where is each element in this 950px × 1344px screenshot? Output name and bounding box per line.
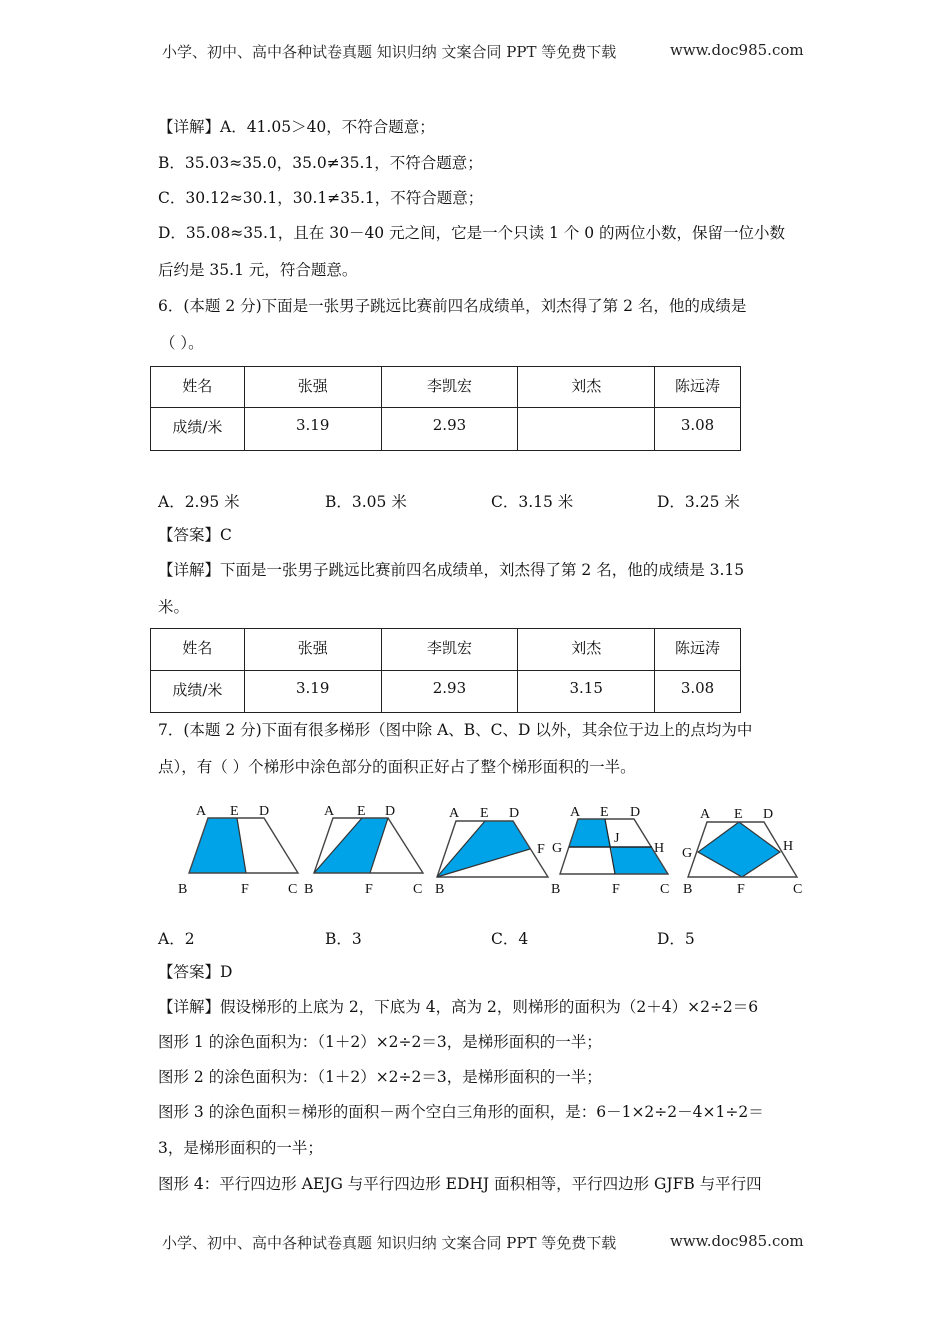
q6-stem: 6．(本题 2 分)下面是一张男子跳远比赛前四名成绩单，刘杰得了第 2 名，他的成绩是	[158, 297, 747, 315]
svg-text:A: A	[449, 806, 460, 821]
q7-option-b: B．3	[325, 930, 362, 948]
q6-option-b: B．3.05 米	[325, 493, 407, 511]
svg-text:F: F	[612, 882, 620, 897]
svg-text:G: G	[552, 841, 563, 856]
q7-explanation-fig3-cont: 3，是梯形面积的一半；	[158, 1139, 323, 1157]
svg-text:E: E	[357, 804, 366, 819]
q6-stem-blank: （ ）。	[160, 334, 204, 352]
trapezoid-figure-5	[682, 807, 802, 897]
page-header-url: www.doc985.com	[670, 41, 804, 59]
svg-text:B: B	[435, 882, 445, 897]
svg-text:D: D	[385, 804, 396, 819]
svg-text:A: A	[324, 804, 335, 819]
svg-text:F: F	[537, 842, 545, 857]
q7-stem-cont: 点），有（ ）个梯形中涂色部分的面积正好占了整个梯形面积的一半。	[158, 758, 636, 776]
table-cell: 陈远涛	[655, 367, 741, 408]
trapezoid-figure-1	[178, 804, 298, 897]
svg-text:G: G	[682, 846, 693, 861]
q6-option-d: D．3.25 米	[657, 493, 740, 511]
table-cell: 成绩/米	[151, 671, 245, 713]
q5-explanation-c: C．30.12≈30.1，30.1≠35.1，不符合题意；	[158, 189, 484, 207]
table-cell: 李凯宏	[381, 629, 518, 671]
svg-text:C: C	[288, 882, 298, 897]
trapezoid-figure-4	[551, 805, 669, 897]
svg-text:H: H	[654, 841, 665, 856]
svg-text:D: D	[259, 804, 270, 819]
q6-option-a: A．2.95 米	[158, 493, 240, 511]
svg-text:B: B	[178, 882, 188, 897]
table-cell: 成绩/米	[151, 408, 245, 451]
q6-option-c: C．3.15 米	[491, 493, 574, 511]
q6-explanation: 【详解】下面是一张男子跳远比赛前四名成绩单，刘杰得了第 2 名，他的成绩是 3.15	[158, 561, 745, 579]
svg-text:C: C	[413, 882, 423, 897]
q7-explanation-fig2: 图形 2 的涂色面积为：（1＋2）×2÷2＝3，是梯形面积的一半；	[158, 1068, 602, 1086]
table-cell: 2.93	[381, 671, 518, 713]
table-cell: 刘杰	[518, 629, 655, 671]
table-cell: 刘杰	[518, 367, 655, 408]
table-cell: 姓名	[151, 629, 245, 671]
table-cell: 3.15	[518, 671, 655, 713]
table-cell: 姓名	[151, 367, 245, 408]
q7-option-d: D．5	[657, 930, 695, 948]
q5-explanation-a: 【详解】A．41.05＞40，不符合题意；	[158, 118, 435, 136]
trapezoid-figure-2	[304, 804, 423, 897]
q5-explanation-d: D．35.08≈35.1，且在 30－40 元之间，它是一个只读 1 个 0 的两位小数，保留一位小数	[158, 224, 786, 242]
table-cell: 李凯宏	[381, 367, 518, 408]
table-cell: 2.93	[381, 408, 518, 451]
svg-text:E: E	[230, 804, 239, 819]
table-cell: 张强	[244, 629, 381, 671]
q7-option-c: C．4	[491, 930, 529, 948]
table-cell: 3.19	[244, 408, 381, 451]
q5-explanation-b: B．35.03≈35.0，35.0≠35.1，不符合题意；	[158, 154, 483, 172]
svg-text:D: D	[630, 805, 641, 820]
q7-explanation-intro: 【详解】假设梯形的上底为 2，下底为 4，高为 2，则梯形的面积为（2＋4）×2÷2＝6	[158, 998, 759, 1016]
svg-text:J: J	[614, 831, 620, 846]
svg-text:B: B	[551, 882, 561, 897]
svg-text:A: A	[196, 804, 207, 819]
table-cell: 陈远涛	[655, 629, 741, 671]
page-footer-url: www.doc985.com	[670, 1232, 804, 1250]
svg-text:D: D	[763, 807, 774, 822]
q7-explanation-fig1: 图形 1 的涂色面积为：（1＋2）×2÷2＝3，是梯形面积的一半；	[158, 1033, 602, 1051]
page-footer-left: 小学、初中、高中各种试卷真题 知识归纳 文案合同 PPT 等免费下载	[162, 1234, 617, 1252]
q6-answer: 【答案】C	[158, 526, 232, 544]
svg-text:E: E	[600, 805, 609, 820]
q6-explanation-cont: 米。	[158, 598, 190, 616]
svg-text:F: F	[365, 882, 373, 897]
svg-text:F: F	[241, 882, 249, 897]
svg-text:A: A	[570, 805, 581, 820]
svg-text:E: E	[480, 806, 489, 821]
svg-text:B: B	[683, 882, 693, 897]
svg-text:C: C	[660, 882, 670, 897]
svg-text:H: H	[783, 839, 794, 854]
svg-text:B: B	[304, 882, 314, 897]
table-cell: 张强	[244, 367, 381, 408]
q7-option-a: A．2	[158, 930, 195, 948]
q7-explanation-fig4: 图形 4：平行四边形 AEJG 与平行四边形 EDHJ 面积相等，平行四边形 GJFB 与平行四	[158, 1175, 762, 1193]
table-cell: 3.08	[655, 408, 741, 451]
q7-stem: 7．(本题 2 分)下面有很多梯形（图中除 A、B、C、D 以外，其余位于边上的点均为中	[158, 721, 753, 739]
trapezoid-figure-3	[435, 806, 548, 897]
svg-text:E: E	[734, 807, 743, 822]
page-header-left: 小学、初中、高中各种试卷真题 知识归纳 文案合同 PPT 等免费下载	[162, 43, 617, 61]
svg-text:A: A	[700, 807, 711, 822]
table-cell: 3.08	[655, 671, 741, 713]
svg-text:D: D	[509, 806, 520, 821]
q7-answer: 【答案】D	[158, 963, 233, 981]
svg-text:C: C	[793, 882, 803, 897]
svg-text:F: F	[737, 882, 745, 897]
q5-explanation-d-cont: 后约是 35.1 元，符合题意。	[158, 261, 358, 279]
table-cell: 3.19	[244, 671, 381, 713]
q7-explanation-fig3: 图形 3 的涂色面积＝梯形的面积－两个空白三角形的面积，是：6－1×2÷2－4×1÷2＝	[158, 1103, 764, 1121]
